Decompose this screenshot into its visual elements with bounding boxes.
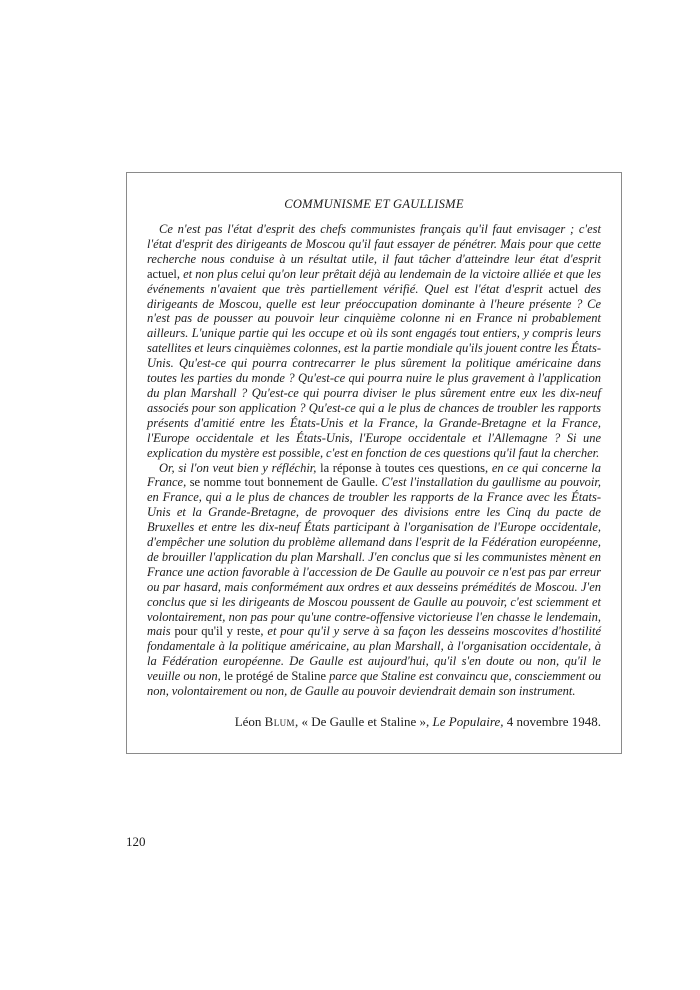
p1-span-1: Ce n'est pas l'état d'esprit des chefs communistes français qu'il faut envisager ; c'est l'état d'esprit des dirigeants de Moscou qu'il faut essayer de pénétrer. Mais pour que cette recherche nous conduise à un résultat utile, il faut tâcher d'atteindre leur état d'esprit bbox=[147, 222, 601, 266]
publication-date: 4 novembre 1948. bbox=[506, 714, 601, 729]
p2-span-2: la réponse à toutes ces questions, bbox=[320, 460, 489, 475]
p1-span-5: des dirigeants de Moscou, quelle est leur préoccupation dominante à l'heure présente ? Ce n'est pas de pousser au pouvoir leur cinquième colonne ni en France ni probablement ailleurs. L'unique partie qui les occupe et où ils sont engagés tout entiers, y compris leurs satellites et leurs cinquièmes colonnes, est la partie mondiale qu'ils jouent contre les États-Unis. Qu'est-ce qui pourra contrecarrer le plus sûrement la politique américaine dans toutes les parties du monde ? Qu'est-ce qui pourra nuire le plus gravement à l'application du plan Marshall ? Qu'est-ce qui pourra diviser le plus sûrement entre eux les dix-neuf associés pour son application ? Qu'est-ce qui a le plus de chances de troubler les rapports présents d'amitié entre les États-Unis et la France, la Grande-Bretagne et la France, l'Europe occidentale et les États-Unis, l'Europe occidentale et l'Allemagne ? Si une explication du mystère est possible, c'est en fonction de ces questions qu'il faut la chercher. bbox=[147, 281, 601, 460]
page-number: 120 bbox=[126, 834, 146, 849]
author-last-name: Blum bbox=[264, 714, 295, 729]
p1-span-2: actuel, bbox=[147, 266, 180, 281]
p2-span-8: le protégé de Staline bbox=[223, 669, 327, 684]
paragraph-2 bbox=[147, 461, 601, 700]
quotation-content bbox=[147, 197, 601, 730]
p2-span-1: Or, si l'on veut bien y réfléchir, bbox=[159, 460, 317, 475]
p1-span-3: et non plus celui qu'on leur prêtait déjà au lendemain de la victoire alliée et que les événements n'avaient que très partiellement vérifié. Quel est l'état d'esprit bbox=[147, 266, 601, 296]
journal-name: Le Populaire, bbox=[432, 714, 504, 729]
author-first-name: Léon bbox=[234, 714, 262, 729]
page-title: COMMUNISME ET GAULLISME bbox=[284, 197, 464, 211]
article-title: , « De Gaulle et Staline », bbox=[294, 714, 430, 729]
p2-span-6: pour qu'il y reste, bbox=[174, 624, 264, 639]
quotation-box bbox=[126, 172, 622, 754]
paragraph-1 bbox=[147, 222, 601, 461]
p2-span-5: C'est l'installation du gaullisme au pouvoir, en France, qui a le plus de chances de troubler les rapports de la France avec les États-Unis et la Grande-Bretagne, de provoquer des divisions entre les Cinq du pacte de Bruxelles et entre les dix-neuf États participant à l'organisation de l'Europe occidentale, d'empêcher une solution du problème allemand dans l'esprit de la Fédération européenne, de brouiller l'application du plan Marshall. J'en conclus que si les communistes mènent en France une action favorable à l'accession de De Gaulle au pouvoir ce n'est pas par erreur ou par hasard, mais conformément aux ordres et aux desseins prémédités de Moscou. J'en conclus que si les dirigeants de Moscou poussent de Gaulle au pouvoir, c'est sciemment et volontairement, non pas pour qu'une contre-offensive victorieuse l'en chasse le lendemain, mais bbox=[147, 475, 601, 639]
p2-span-9: parce que Staline est convaincu que, consciemment ou non, volontairement ou non, de Gaulle au pouvoir deviendrait demain son instrument. bbox=[147, 669, 601, 699]
p2-span-3: en ce qui concerne la France, bbox=[147, 460, 601, 490]
p2-span-4: se nomme tout bonnement de Gaulle. bbox=[189, 475, 379, 490]
p2-span-7: et pour qu'il y serve à sa façon les desseins moscovites d'hostilité fondamentale à la politique américaine, au plan Marshall, à l'organisation occidentale, à la Fédération européenne. De Gaulle est aujourd'hui, qu'il s'en doute ou non, qu'il le veuille ou non, bbox=[147, 624, 601, 684]
p1-span-4: actuel bbox=[548, 281, 579, 296]
source-citation bbox=[147, 714, 601, 730]
